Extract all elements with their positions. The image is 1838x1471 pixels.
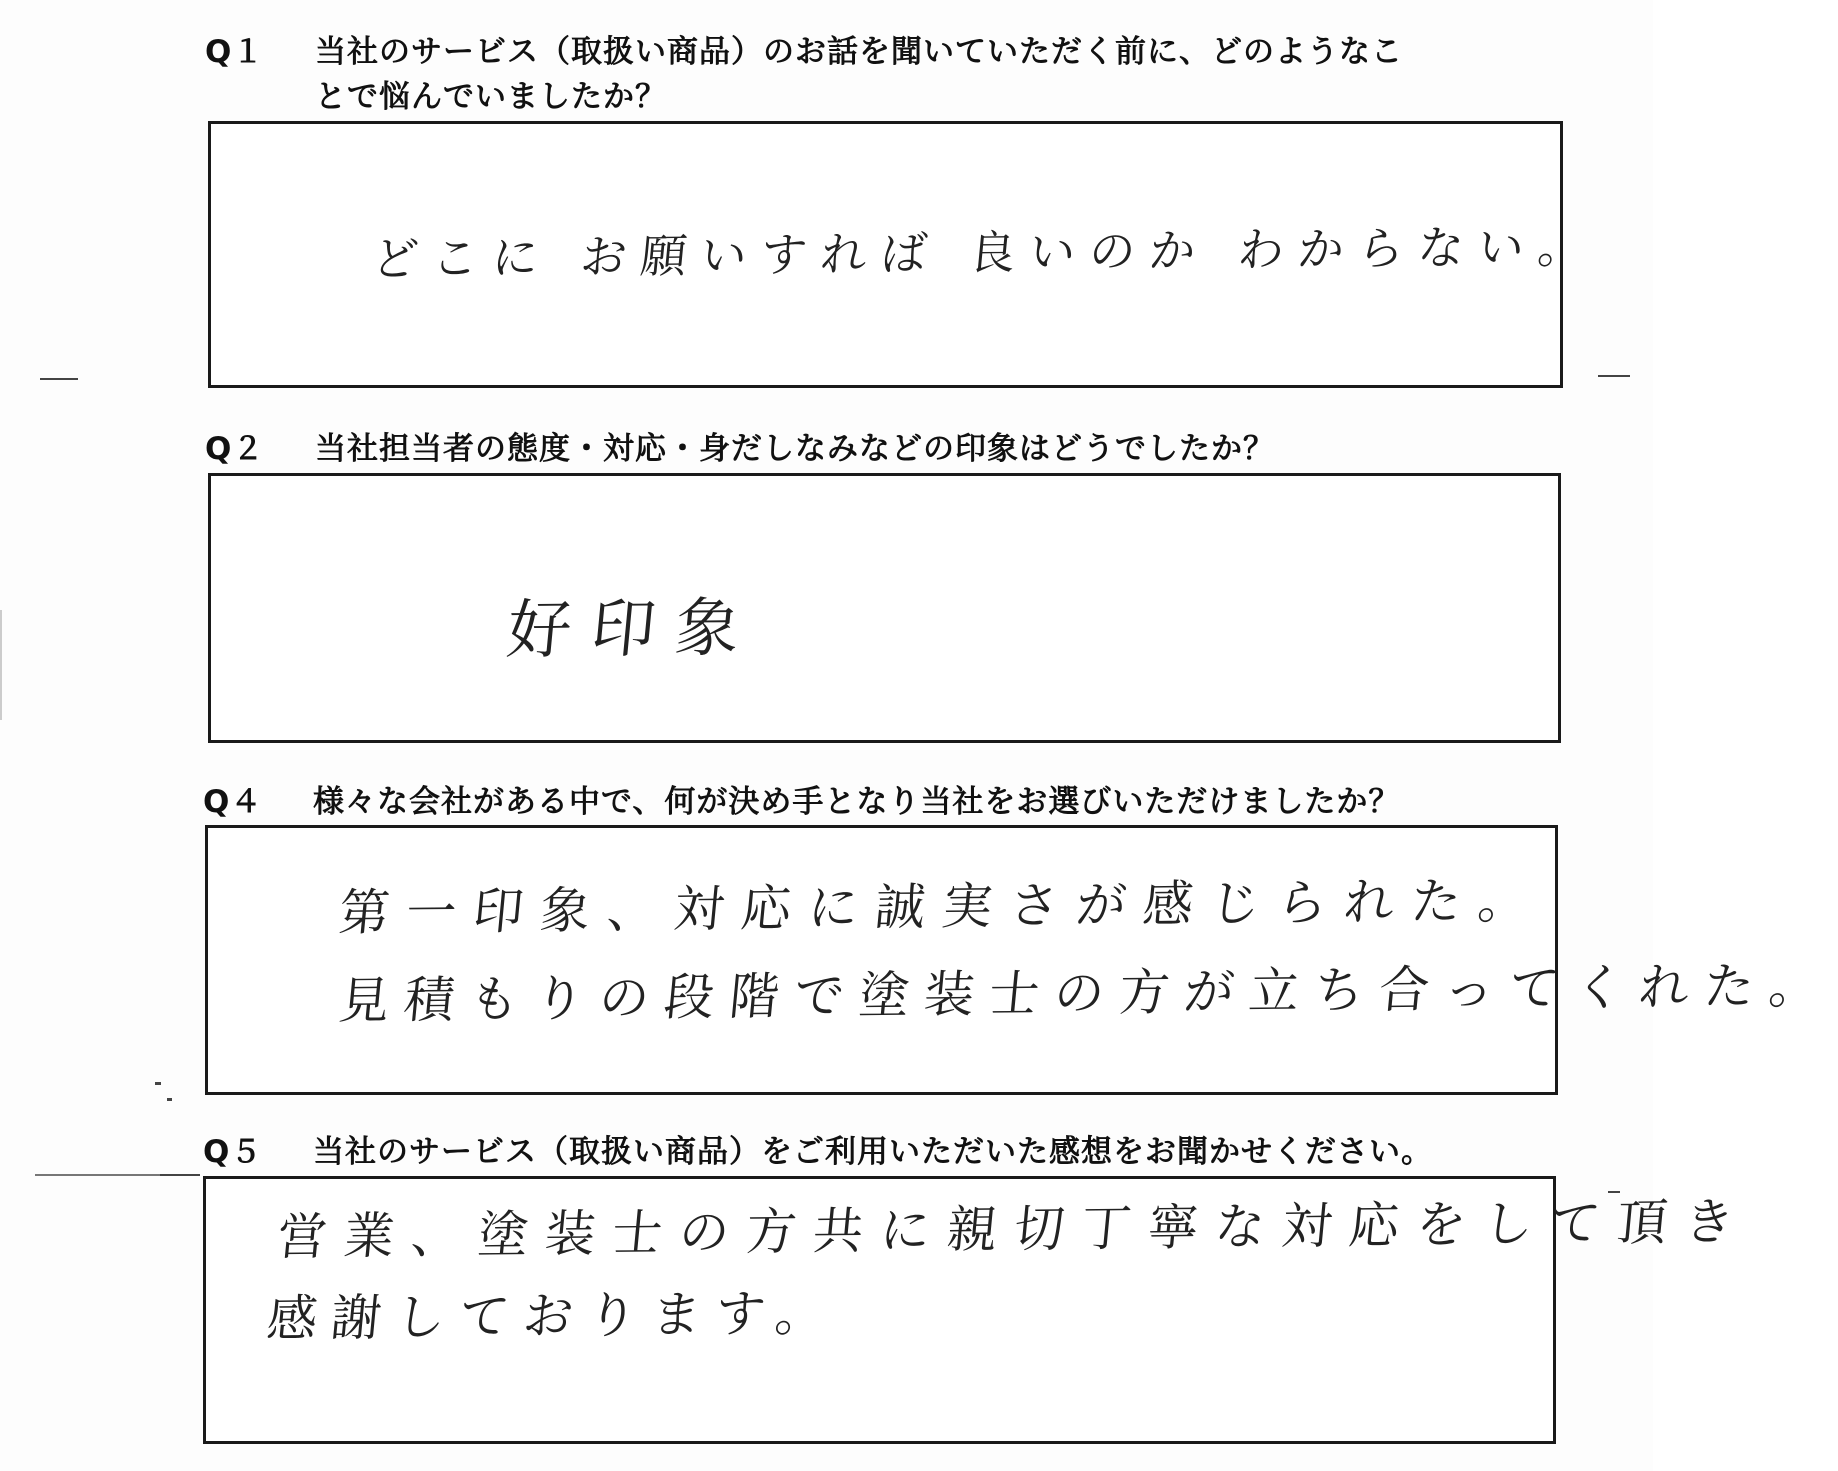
answer-box-q4	[205, 825, 1837, 1095]
question-text: 当社のサービス（取扱い商品）をご利用いただいた感想をお聞かせください。	[313, 1134, 1433, 1170]
question-number: Q５	[203, 1134, 263, 1170]
question-text: 当社担当者の態度・対応・身だしなみなどの印象はどうでしたか？	[315, 431, 1275, 467]
scan-mark	[40, 378, 78, 380]
question-number: Q２	[205, 431, 265, 467]
question-q1	[205, 30, 1585, 120]
question-number: Q１	[205, 34, 265, 70]
question-q4	[203, 780, 1603, 825]
question-number: Q４	[203, 784, 263, 820]
question-text-continued: とで悩んでいましたか？	[315, 79, 667, 115]
question-q2	[205, 427, 1585, 472]
scan-mark	[35, 1174, 160, 1176]
scan-mark	[167, 1098, 172, 1101]
handwritten-answer: どこに お願いすれば 良いのか わからない。	[369, 219, 1601, 287]
handwritten-answer: 営業、塗装士の方共に親切丁寧な対応をして頂き	[274, 1192, 1754, 1267]
answer-box-q2	[208, 473, 1561, 743]
handwritten-answer: 好印象	[503, 591, 763, 669]
answer-box-q5	[203, 1176, 1754, 1444]
handwritten-answer: 見積もりの段階で塗装士の方が立ち合ってくれた。	[336, 956, 1837, 1031]
scan-mark	[0, 610, 2, 720]
question-q5	[203, 1130, 1603, 1175]
scan-mark	[160, 1174, 200, 1176]
handwritten-answer: 第一印象、対応に誠実さが感じられた。	[336, 871, 1548, 943]
question-text: 様々な会社がある中で、何が決め手となり当社をお選びいただけましたか？	[313, 784, 1401, 820]
scan-mark	[155, 1082, 161, 1085]
question-text: 当社のサービス（取扱い商品）のお話を聞いていただく前に、どのようなこ	[315, 34, 1403, 70]
handwritten-answer: 感謝しております。	[264, 1284, 842, 1349]
scan-mark	[1598, 375, 1630, 377]
answer-box-q1	[208, 121, 1601, 388]
